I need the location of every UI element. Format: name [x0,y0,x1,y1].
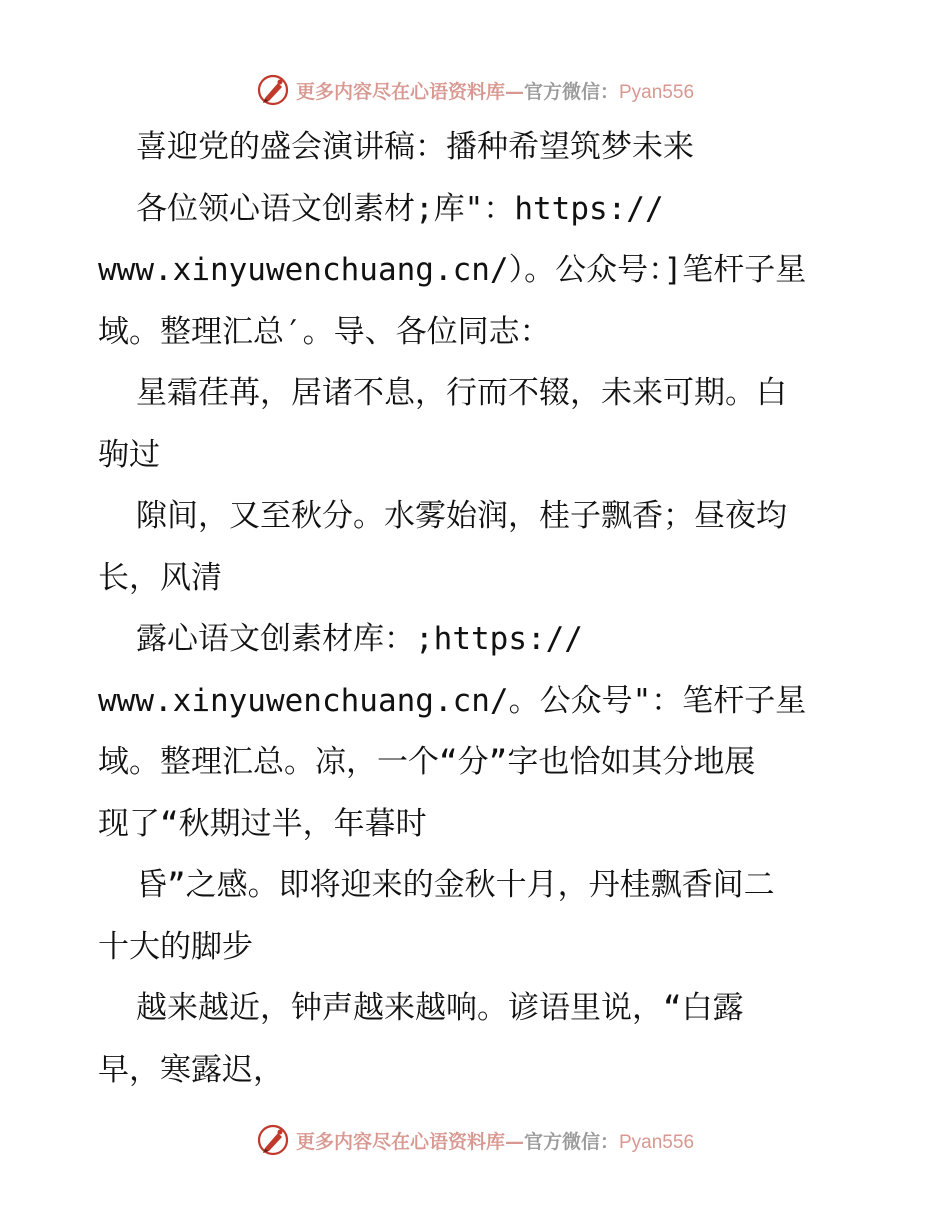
banner-wechat-label: 官方微信： [523,80,619,103]
paragraph-line: 域。整理汇总。凉，一个“分”字也恰如其分地展 [98,744,756,780]
pen-logo-icon [256,73,290,107]
paragraph-line: 各位领心语文创素材;库"：https:// [136,190,664,227]
pen-logo-icon [256,1123,290,1157]
footer-banner [0,1120,950,1160]
paragraph-line: 十大的脚步 [98,928,253,965]
paragraph-line: 昏”之感。即将迎来的金秋十月，丹桂飘香间二 [136,867,775,903]
header-banner [0,70,950,110]
paragraph-line: 现了“秋期过半，年暮时 [98,805,427,842]
document-title: 喜迎党的盛会演讲稿：播种希望筑梦未来 [136,129,694,165]
paragraph-line: 域。整理汇总′。导、各位同志： [98,313,551,350]
banner-main-text: 更多内容尽在心语资料库— [295,1130,524,1153]
banner-main-text: 更多内容尽在心语资料库— [295,80,524,103]
banner-wechat-label: 官方微信： [523,1130,619,1153]
paragraph-line: 星霜荏苒，居诸不息，行而不辍，未来可期。白 [136,375,787,411]
banner-text [296,1127,694,1154]
banner-wechat-id: Pyan556 [619,81,695,103]
paragraph-line: 长，风清 [98,559,222,596]
paragraph-line: 驹过 [98,436,160,473]
paragraph-line: www.xinyuwenchuang.cn/。公众号"：笔杆子星 [98,682,807,719]
paragraph-line: 越来越近，钟声越来越响。谚语里说，“白露 [136,990,744,1026]
banner-text [296,77,694,104]
document-body [98,117,858,1101]
paragraph-line: 隙间，又至秋分。水雾始润，桂子飘香；昼夜均 [136,498,787,534]
banner-wechat-id: Pyan556 [619,1131,695,1153]
paragraph-line: 露心语文创素材库：;https:// [136,621,583,657]
paragraph-line: www.xinyuwenchuang.cn/）。公众号：]笔杆子星 [98,252,807,288]
paragraph-line: 早，寒露迟， [98,1051,284,1088]
